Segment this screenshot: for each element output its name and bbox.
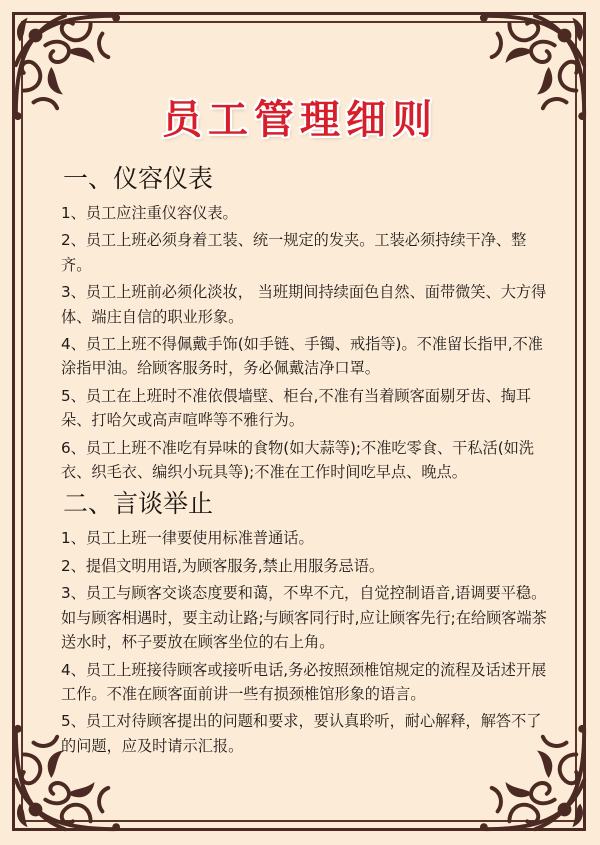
- section-appearance: [61, 162, 553, 484]
- rule-item: 1、员工上班一律要使用标准普通话。: [61, 529, 314, 548]
- section-heading: 一、仪容仪表: [63, 164, 214, 193]
- rule-item: 3、员工与顾客交谈态度要和蔼，不卑不亢，自觉控制语音,语调要平稳。如与顾客相遇时，要主动让路;与顾客同行时,应让顾客先行;在给顾客端茶送水时，杯子要放在顾客坐位的右上角。: [61, 584, 547, 652]
- rule-item: 2、提倡文明用语,为顾客服务,禁止用服务忌语。: [61, 556, 385, 575]
- rule-item: 6、员工上班不准吃有异味的食物(如大蒜等);不准吃零食、干私活(如洗衣、织毛衣、编织小玩具等);不准在工作时间吃早点、晚点。: [61, 438, 534, 482]
- rules-content: [61, 162, 553, 761]
- rule-item: 5、员工在上班时不准依偎墙壁、柜台,不准有当着顾客面剔牙齿、掏耳朵、打哈欠或高声喧哗等不雅行为。: [61, 386, 532, 430]
- rule-item: 4、员工上班不得佩戴手饰(如手链、手镯、戒指等)。不准留长指甲,不准涂指甲油。给顾客服务时，务必佩戴洁净口罩。: [61, 335, 543, 378]
- rule-item: 1、员工应注重仪容仪表。: [61, 204, 238, 222]
- section-speech-behavior: [61, 487, 553, 758]
- section-heading: 二、言谈举止: [63, 489, 214, 519]
- rule-item: 3、员工上班前必须化淡妆， 当班期间持续面色自然、面带微笑、大方得体、端庄自信的职业形象。: [61, 283, 547, 326]
- rule-item: 5、员工对待顾客提出的问题和要求，要认真聆听，耐心解释，解答不了的问题，应及时请示汇报。: [61, 712, 542, 755]
- poster-title: 员工管理细则: [162, 96, 438, 143]
- rule-item: 4、员工上班接待顾客或接听电话,务必按照颈椎馆规定的流程及话述开展工作。不准在顾客面前讲一些有损颈椎馆形象的语言。: [61, 660, 547, 703]
- rule-item: 2、员工上班必须身着工装、统一规定的发夹。工装必须持续干净、整齐。: [61, 231, 527, 274]
